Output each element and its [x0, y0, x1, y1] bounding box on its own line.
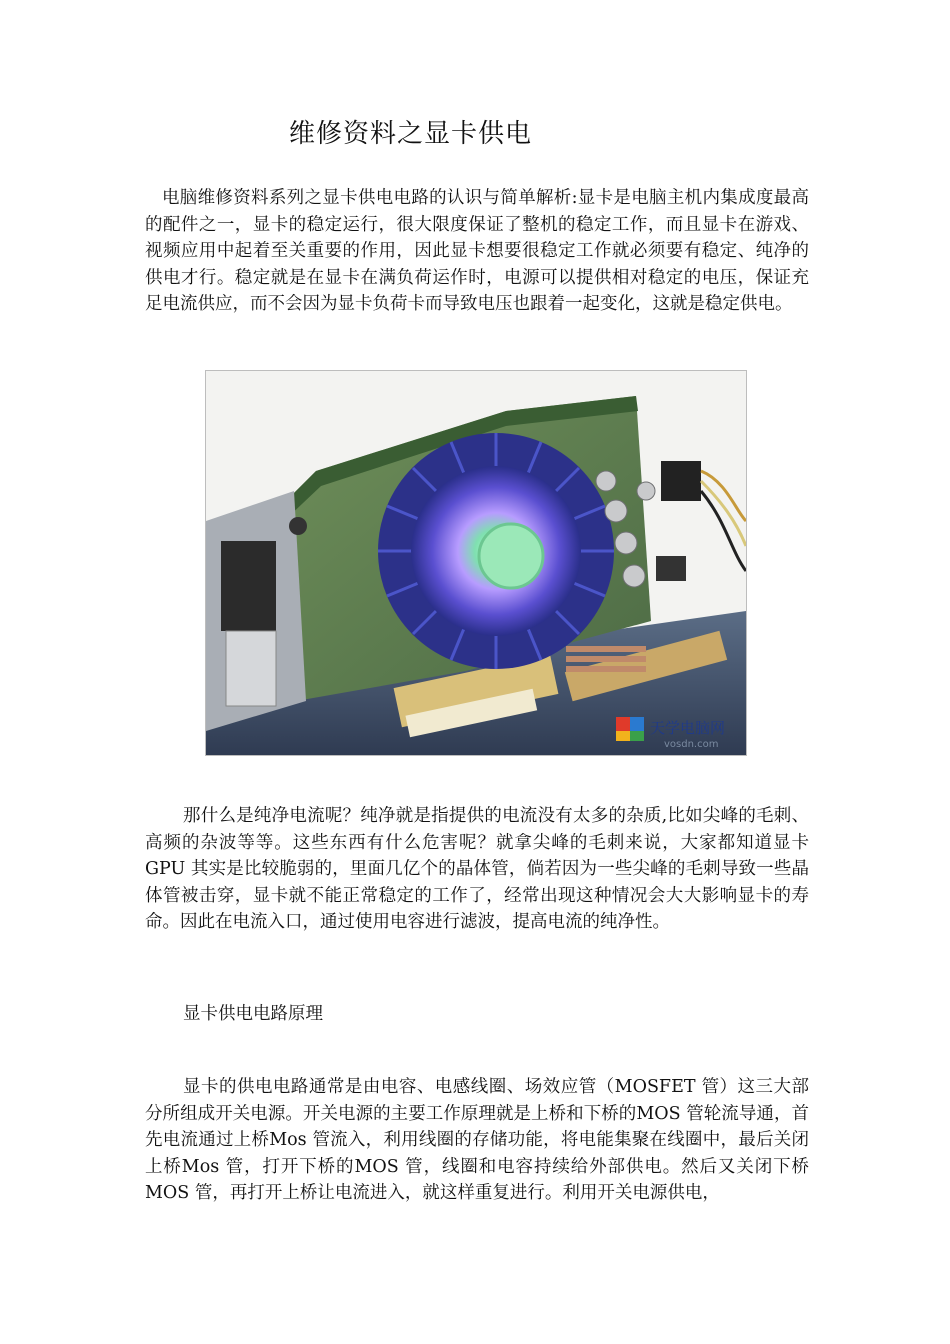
- paragraph-pure-current: 那什么是纯净电流呢？纯净就是指提供的电流没有太多的杂质,比如尖峰的毛刺、高频的杂波等等。这些东西有什么危害呢？就拿尖峰的毛刺来说，大家都知道显卡 GPU 其实是比较脆弱的，里面几亿个的晶体管，倘若因为一些尖峰的毛刺导致一些晶体管被击穿，显卡就不能正常稳定的工作了，经常出现这种情况会大大影响显卡的寿命。因此在电流入口，通过使用电容进行滤波，提高电流的纯净性。: [145, 806, 809, 932]
- graphics-card-photo: [205, 370, 747, 756]
- watermark-text: 天学电脑网: [650, 719, 726, 737]
- section-heading: 显卡供电电路原理: [183, 1004, 323, 1024]
- paragraph-principle: 显卡的供电电路通常是由电容、电感线圈、场效应管（MOSFET 管）这三大部分所组成开关电源。开关电源的主要工作原理就是上桥和下桥的MOS 管轮流导通，首先电流通过上桥Mos 管流入，利用线圈的存储功能，将电能集聚在线圈中，最后关闭上桥Mos 管，打开下桥的MOS 管，线圈和电容持续给外部供电。然后又关闭下桥MOS 管，再打开上桥让电流进入，就这样重复进行。利用开关电源供电，: [145, 1077, 809, 1203]
- watermark-url: vosdn.com: [664, 739, 719, 750]
- paragraph-intro: 电脑维修资料系列之显卡供电电路的认识与简单解析:显卡是电脑主机内集成度最高的配件之一，显卡的稳定运行，很大限度保证了整机的稳定工作，而且显卡在游戏、视频应用中起着至关重要的作用，因此显卡想要很稳定工作就必须要有稳定、纯净的供电才行。稳定就是在显卡在满负荷运作时，电源可以提供相对稳定的电压，保证充足电流供应，而不会因为显卡负荷卡而导致电压也跟着一起变化，这就是稳定供电。: [145, 188, 809, 314]
- document-title: 维修资料之显卡供电: [289, 119, 533, 149]
- graphics-card-illustration: [206, 371, 746, 755]
